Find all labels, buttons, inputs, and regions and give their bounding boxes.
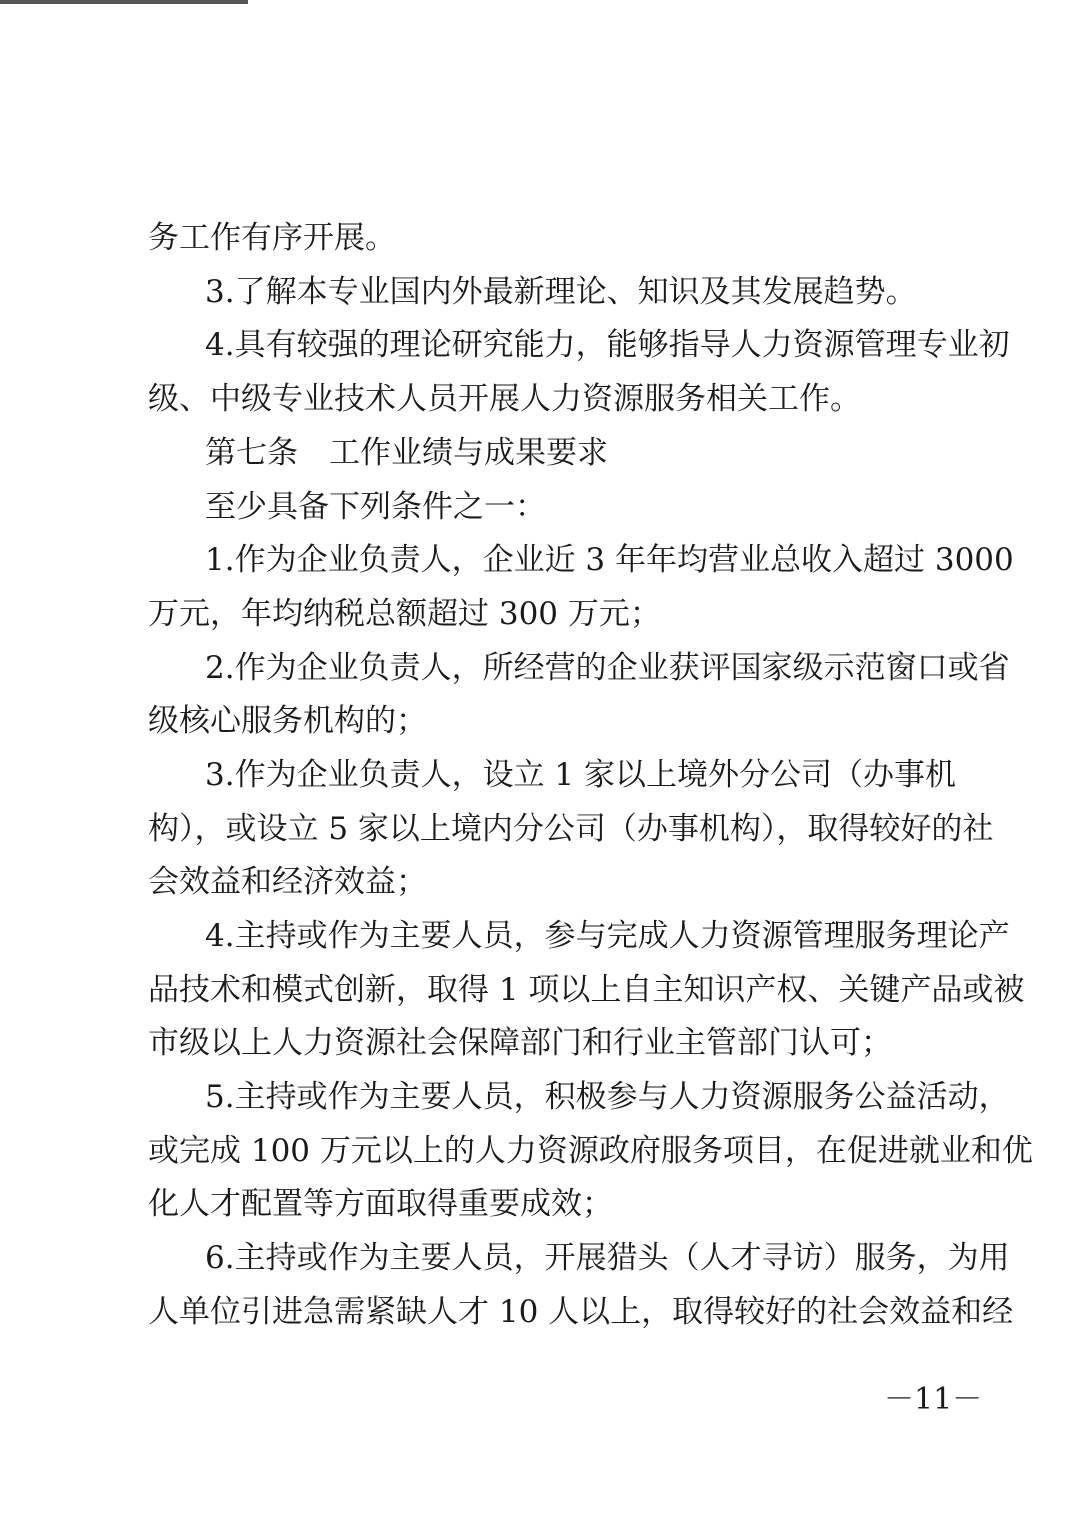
text-line: 4.主持或作为主要人员，参与完成人力资源管理服务理论产 — [205, 918, 1010, 954]
text-line: 至少具备下列条件之一： — [205, 489, 546, 525]
text-line: 市级以上人力资源社会保障部门和行业主管部门认可； — [148, 1025, 892, 1061]
page-number: －11－ — [884, 1382, 983, 1417]
text-line: 级核心服务机构的； — [148, 703, 427, 739]
text-line: 品技术和模式创新，取得 1 项以上自主知识产权、关键产品或被 — [148, 972, 1025, 1008]
text-line: 化人才配置等方面取得重要成效； — [148, 1186, 613, 1222]
text-line: 2.作为企业负责人，所经营的企业获评国家级示范窗口或省 — [205, 650, 1010, 686]
text-line: 3.了解本专业国内外最新理论、知识及其发展趋势。 — [205, 274, 917, 310]
text-line: 级、中级专业技术人员开展人力资源服务相关工作。 — [148, 381, 861, 417]
text-line: 会效益和经济效益； — [148, 864, 427, 900]
text-line: 4.具有较强的理论研究能力，能够指导人力资源管理专业初 — [205, 327, 1010, 363]
text-line: 6.主持或作为主要人员，开展猎头（人才寻访）服务，为用 — [205, 1240, 1010, 1276]
text-line: 万元，年均纳税总额超过 300 万元； — [148, 596, 661, 632]
text-line: 3.作为企业负责人，设立 1 家以上境外分公司（办事机 — [205, 757, 957, 793]
text-line: 构），或设立 5 家以上境内分公司（办事机构），取得较好的社 — [148, 811, 994, 847]
section-heading: 第七条 工作业绩与成果要求 — [205, 435, 608, 471]
text-line: 人单位引进急需紧缺人才 10 人以上，取得较好的社会效益和经 — [148, 1294, 1014, 1330]
text-line: 务工作有序开展。 — [148, 220, 396, 256]
text-line: 5.主持或作为主要人员，积极参与人力资源服务公益活动， — [205, 1079, 1010, 1115]
top-rule — [0, 0, 248, 4]
text-line: 或完成 100 万元以上的人力资源政府服务项目，在促进就业和优 — [148, 1133, 1033, 1169]
text-line: 1.作为企业负责人，企业近 3 年年均营业总收入超过 3000 — [205, 542, 1014, 578]
